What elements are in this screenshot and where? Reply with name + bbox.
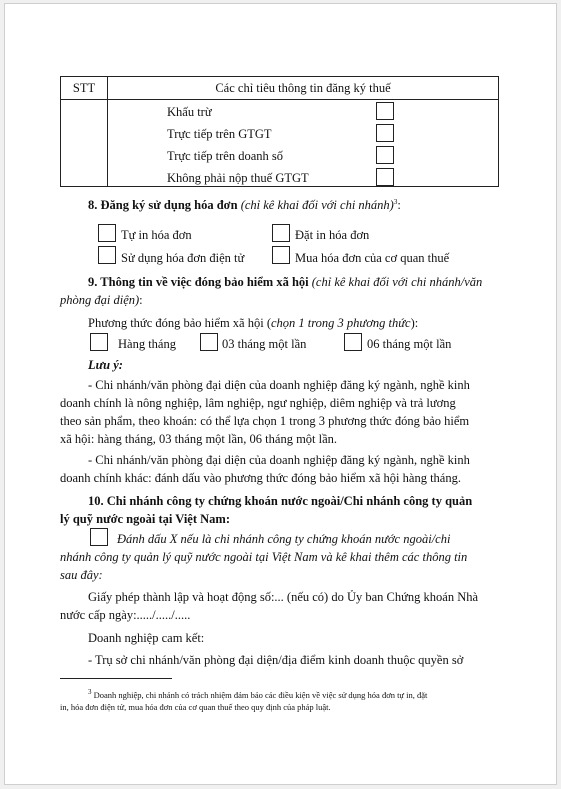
insurance-option-checkbox[interactable] — [90, 333, 108, 351]
invoice-option-label: Đặt in hóa đơn — [295, 228, 370, 242]
footnote-separator — [60, 678, 172, 679]
foreign-branch-instruction: nhánh công ty quản lý quỹ nước ngoài tại Việt Nam và kê khai thêm các thông tin — [60, 550, 468, 564]
section-8-title: 8. Đăng ký sử dụng hóa đơn — [88, 198, 238, 213]
invoice-option-label: Sử dụng hóa đơn điện tử — [121, 251, 245, 265]
tax-method-label: Khấu trừ — [167, 105, 212, 119]
footnote-ref: 3 — [393, 198, 398, 206]
tax-method-checkbox[interactable] — [376, 124, 394, 142]
note-heading: Lưu ý: — [88, 358, 123, 372]
footnote-line-cont: in, hóa đơn điện tử, mua hóa đơn của cơ quan thuế theo quy định của pháp luật. — [60, 702, 331, 712]
tax-method-label: Không phải nộp thuế GTGT — [167, 171, 309, 185]
insurance-option-label: 03 tháng một lần — [222, 337, 307, 351]
section-8-colon: : — [397, 198, 401, 213]
note-paragraph-1-line: - Chi nhánh/văn phòng đại diện của doanh nghiệp đăng ký ngành, nghề kinh — [88, 378, 470, 392]
license-line: Giấy phép thành lập và hoạt động số:... (nếu có) do Ủy ban Chứng khoán Nhà — [88, 590, 479, 604]
section-10-title-cont: lý quỹ nước ngoài tại Việt Nam: — [60, 512, 230, 526]
table-header-row — [61, 77, 499, 100]
invoice-option-checkbox[interactable] — [272, 224, 290, 242]
invoice-option-checkbox[interactable] — [272, 246, 290, 264]
invoice-option-label: Tự in hóa đơn — [121, 228, 192, 242]
tax-method-checkbox[interactable] — [376, 146, 394, 164]
insurance-method-note: chọn 1 trong 3 phương thức — [270, 316, 411, 330]
insurance-method-prompt — [88, 316, 418, 331]
insurance-option-checkbox[interactable] — [200, 333, 218, 351]
footnote-text: Doanh nghiệp, chi nhánh có trách nhiệm đảm bảo các điều kiện về việc sử dụng hóa đơn tự in, đặt — [93, 689, 428, 700]
license-date-line: nước cấp ngày:...../...../..... — [60, 608, 191, 622]
commitment-heading: Doanh nghiệp cam kết: — [88, 631, 205, 645]
foreign-branch-instruction: Đánh dấu X nếu là chi nhánh công ty chứng khoán nước ngoài/chi — [117, 532, 451, 546]
table-cell-stt — [61, 100, 108, 187]
section-9-title: 9. Thông tin về việc đóng bảo hiểm xã hội — [88, 275, 309, 289]
insurance-method-end: ): — [410, 316, 419, 330]
note-paragraph-2-line: - Chi nhánh/văn phòng đại diện của doanh nghiệp đăng ký ngành, nghề kinh — [88, 453, 470, 467]
insurance-method-text: Phương thức đóng bảo hiểm xã hội ( — [88, 316, 271, 330]
section-10-title: 10. Chi nhánh công ty chứng khoán nước ngoài/Chi nhánh công ty quản — [88, 494, 473, 508]
insurance-option-label: Hàng tháng — [118, 337, 176, 351]
note-paragraph-1-line: xã hội: hàng tháng, 03 tháng một lần, 06 tháng một lần. — [60, 432, 338, 446]
footnote-number: 3 — [88, 688, 92, 696]
table-header-stt: STT — [61, 77, 108, 100]
note-paragraph-2-line: doanh chính khác: đánh dấu vào phương thức đóng bảo hiểm xã hội hàng tháng. — [60, 471, 461, 485]
commitment-item: - Trụ sở chi nhánh/văn phòng đại diện/địa điểm kinh doanh thuộc quyền sở — [88, 653, 464, 667]
note-paragraph-1-line: doanh chính là nông nghiệp, lâm nghiệp, ngư nghiệp, diêm nghiệp và trả lương — [60, 396, 456, 410]
insurance-option-label: 06 tháng một lần — [367, 337, 452, 351]
section-9-colon: : — [139, 293, 143, 307]
section-9-note: (chỉ kê khai đối với chi nhánh/văn — [311, 275, 483, 289]
footnote-line — [88, 688, 427, 700]
invoice-option-checkbox[interactable] — [98, 246, 116, 264]
section-9-note-cont: phòng đại diện) — [60, 293, 140, 307]
foreign-branch-checkbox[interactable] — [90, 528, 108, 546]
foreign-branch-instruction: sau đây: — [60, 568, 103, 582]
section-9-heading-cont — [60, 293, 143, 308]
tax-method-checkbox[interactable] — [376, 102, 394, 120]
section-8-heading — [88, 198, 401, 213]
insurance-option-checkbox[interactable] — [344, 333, 362, 351]
tax-method-label: Trực tiếp trên doanh số — [167, 149, 284, 163]
tax-method-label: Trực tiếp trên GTGT — [167, 127, 272, 141]
note-paragraph-1-line: theo sản phẩm, theo khoán: có thể lựa chọn 1 trong 3 phương thức đóng bảo hiểm — [60, 414, 470, 428]
invoice-option-label: Mua hóa đơn của cơ quan thuế — [295, 251, 450, 265]
table-header-criteria: Các chỉ tiêu thông tin đăng ký thuế — [108, 77, 499, 100]
section-9-heading — [88, 275, 482, 290]
section-8-note: (chỉ kê khai đối với chi nhánh) — [240, 198, 394, 213]
tax-method-checkbox[interactable] — [376, 168, 394, 186]
invoice-option-checkbox[interactable] — [98, 224, 116, 242]
